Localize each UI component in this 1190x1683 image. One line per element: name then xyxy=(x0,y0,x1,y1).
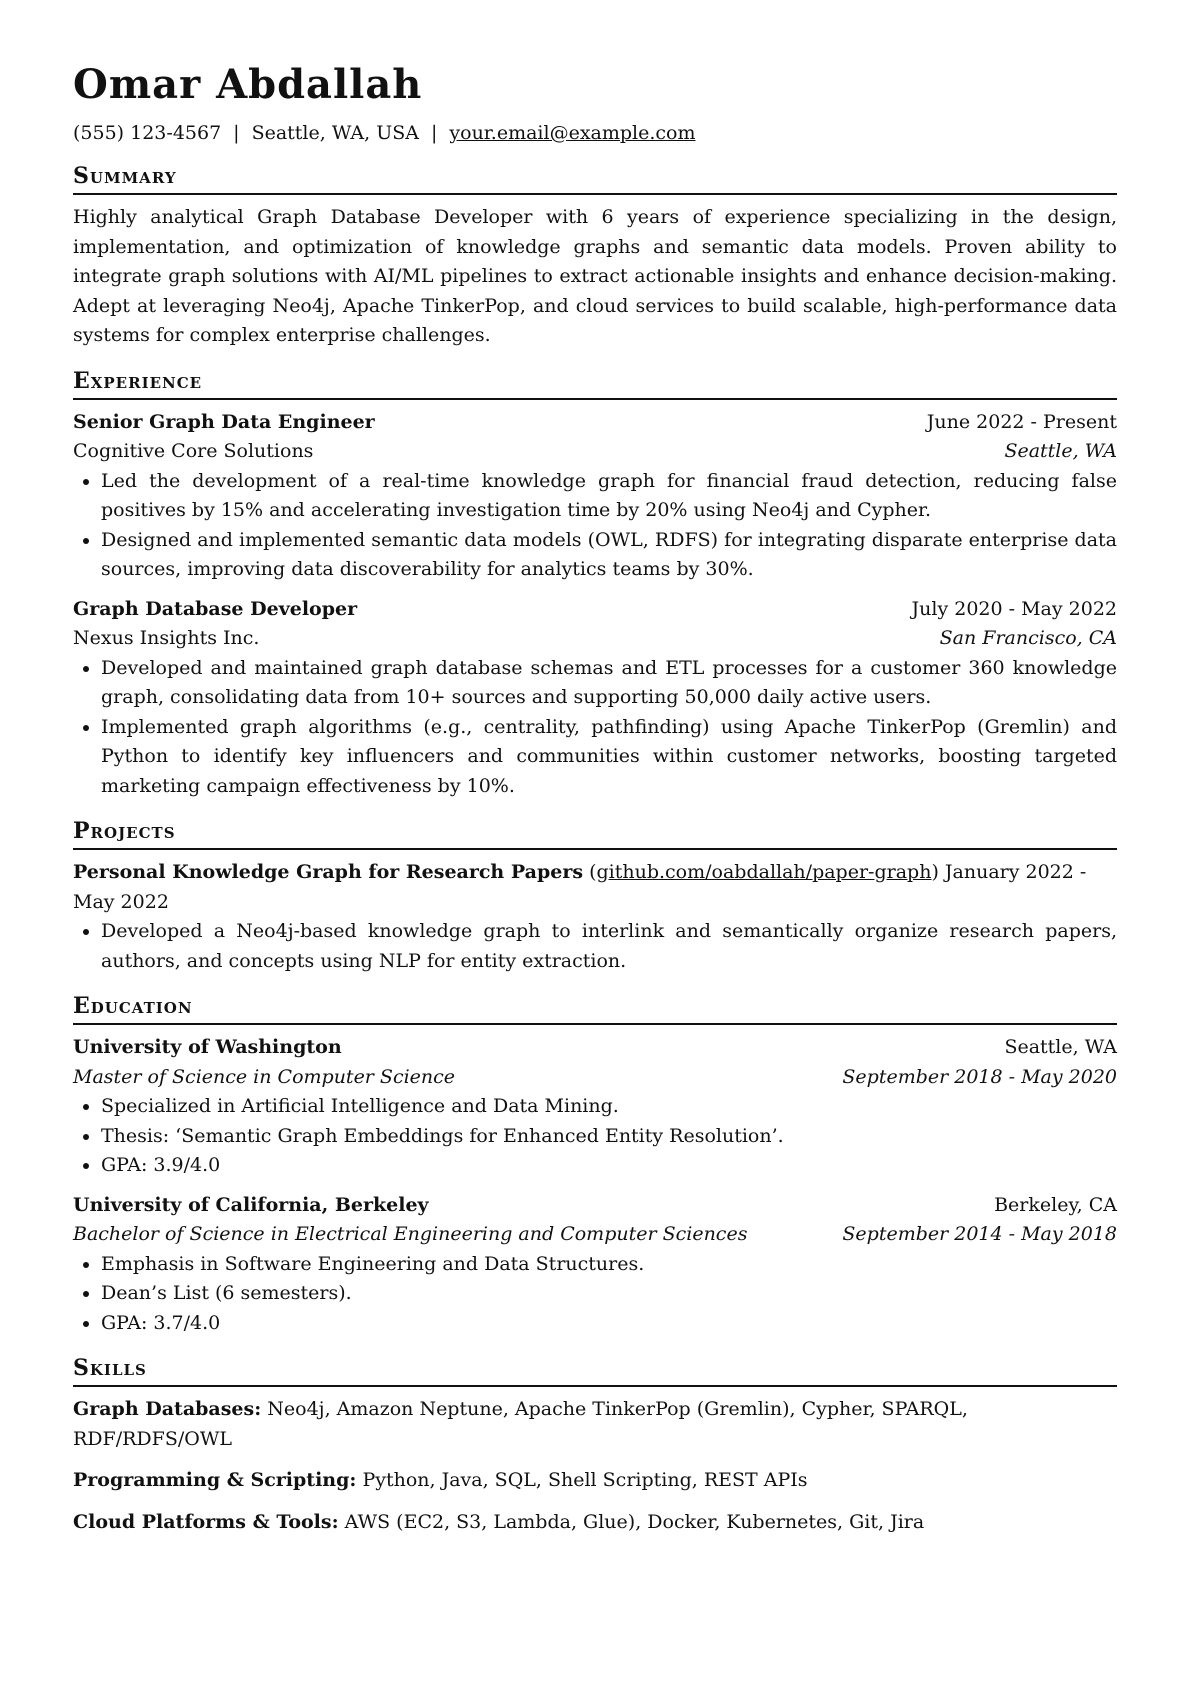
job-location: Seattle, WA xyxy=(1004,440,1117,462)
job-dates: July 2020 - May 2022 xyxy=(911,597,1117,620)
list-item: • Thesis: ‘Semantic Graph Embeddings for Enhanced Entity Resolution’. xyxy=(101,1122,1117,1152)
school-location: Seattle, WA xyxy=(1004,1036,1117,1058)
location: Seattle, WA, USA xyxy=(251,122,419,144)
list-item: • Emphasis in Software Engineering and Data Structures. xyxy=(101,1250,1117,1280)
skill-label: Cloud Platforms & Tools: xyxy=(73,1510,339,1533)
school-name: University of Washington xyxy=(73,1036,342,1058)
section-title: Projects xyxy=(73,817,1117,850)
phone: (555) 123-4567 xyxy=(73,122,222,144)
degree: Master of Science in Computer Science xyxy=(73,1065,456,1088)
project-dates: January 2022 - May 2022 xyxy=(73,861,1087,913)
job-dates: June 2022 - Present xyxy=(926,410,1117,433)
list-item: • Developed and maintained graph database schemas and ETL processes for a customer 360 knowledge graph, consolidating data from 10+ sources and supporting 50,000 daily active users. xyxy=(101,654,1117,713)
project-bullets xyxy=(73,917,1117,976)
job-company: Nexus Insights Inc. xyxy=(73,627,260,649)
job-entry xyxy=(73,595,1117,802)
list-item: • Led the development of a real-time knowledge graph for financial fraud detection, reducing false positives by 15% and accelerating investigation time by 20% using Neo4j and Cypher. xyxy=(101,467,1117,526)
projects-section xyxy=(73,817,1117,976)
project-name: Personal Knowledge Graph for Research Papers xyxy=(73,861,584,883)
list-item: • Implemented graph algorithms (e.g., centrality, pathfinding) using Apache TinkerPop (Gremlin) and Python to identify key influencers and communities within customer networks, boosting targeted marketing campaign effectiveness by 10%. xyxy=(101,713,1117,802)
skill-value: Python, Java, SQL, Shell Scripting, REST APIs xyxy=(362,1469,808,1491)
project-link[interactable]: github.com/oabdallah/paper-graph xyxy=(596,861,932,883)
job-company: Cognitive Core Solutions xyxy=(73,440,314,462)
job-bullets xyxy=(73,654,1117,802)
education-dates: September 2018 - May 2020 xyxy=(842,1065,1117,1088)
job-bullets xyxy=(73,467,1117,585)
job-role: Senior Graph Data Engineer xyxy=(73,410,375,433)
job-entry xyxy=(73,408,1117,585)
school-name: University of California, Berkeley xyxy=(73,1193,429,1216)
section-title: Skills xyxy=(73,1354,1117,1387)
education-bullets xyxy=(73,1092,1117,1181)
list-item: • Developed a Neo4j-based knowledge graph to interlink and semantically organize research papers, authors, and concepts using NLP for entity extraction. xyxy=(101,917,1117,976)
skill-label: Graph Databases: xyxy=(73,1398,262,1420)
education-entry xyxy=(73,1191,1117,1339)
experience-section xyxy=(73,367,1117,802)
list-item: • Specialized in Artificial Intelligence and Data Mining. xyxy=(101,1092,1117,1122)
separator: | xyxy=(430,122,438,144)
job-location: San Francisco, CA xyxy=(939,627,1117,649)
candidate-name: Omar Abdallah xyxy=(73,61,423,108)
education-entry xyxy=(73,1033,1117,1181)
list-item: • GPA: 3.7/4.0 xyxy=(101,1309,1117,1339)
summary-text: Highly analytical Graph Database Developer with 6 years of experience specializing in the design, implementation, and optimization of knowledge graphs and semantic data models. Proven ability to integrate graph solutions with AI/ML pipelines to extract actionable insights and enhance decision-making. Adept at leveraging Neo4j, Apache TinkerPop, and cloud services to build scalable, high-performance data systems for complex enterprise challenges. xyxy=(73,206,1117,346)
project-entry: Personal Knowledge Graph for Research Papers (github.com/oabdallah/paper-graph) January 2022 - May 2022 • Developed a Neo4j-based knowledge graph to interlink and semantically organize research papers, authors, and concepts using NLP for entity extraction. xyxy=(73,858,1117,976)
section-title: Experience xyxy=(73,367,1117,400)
education-dates: September 2014 - May 2018 xyxy=(842,1223,1117,1245)
skill-label: Programming & Scripting: xyxy=(73,1469,357,1491)
school-location: Berkeley, CA xyxy=(994,1193,1117,1216)
list-item: • Designed and implemented semantic data models (OWL, RDFS) for integrating disparate enterprise data sources, improving data discoverability for analytics teams by 30%. xyxy=(101,526,1117,585)
separator: | xyxy=(233,122,240,144)
list-item: • Dean’s List (6 semesters). xyxy=(101,1279,1117,1309)
email-link[interactable]: your.email@example.com xyxy=(449,122,696,144)
list-item: • GPA: 3.9/4.0 xyxy=(101,1151,1117,1181)
education-section xyxy=(73,992,1117,1338)
skill-group xyxy=(73,1395,1117,1454)
skill-value: AWS (EC2, S3, Lambda, Glue), Docker, Kubernetes, Git, Jira xyxy=(344,1510,925,1533)
skill-group xyxy=(73,1466,1117,1496)
section-title: Education xyxy=(73,992,1117,1025)
summary-section xyxy=(73,162,1117,351)
degree: Bachelor of Science in Electrical Engineering and Computer Sciences xyxy=(73,1223,748,1245)
skills-section xyxy=(73,1354,1117,1537)
job-role: Graph Database Developer xyxy=(73,597,358,620)
section-title: Summary xyxy=(73,162,1117,195)
contact-line xyxy=(73,120,1117,146)
skill-group xyxy=(73,1508,1117,1538)
skill-value: Neo4j, Amazon Neptune, Apache TinkerPop (Gremlin), Cypher, SPARQL, RDF/RDFS/OWL xyxy=(73,1398,968,1450)
education-bullets xyxy=(73,1250,1117,1339)
